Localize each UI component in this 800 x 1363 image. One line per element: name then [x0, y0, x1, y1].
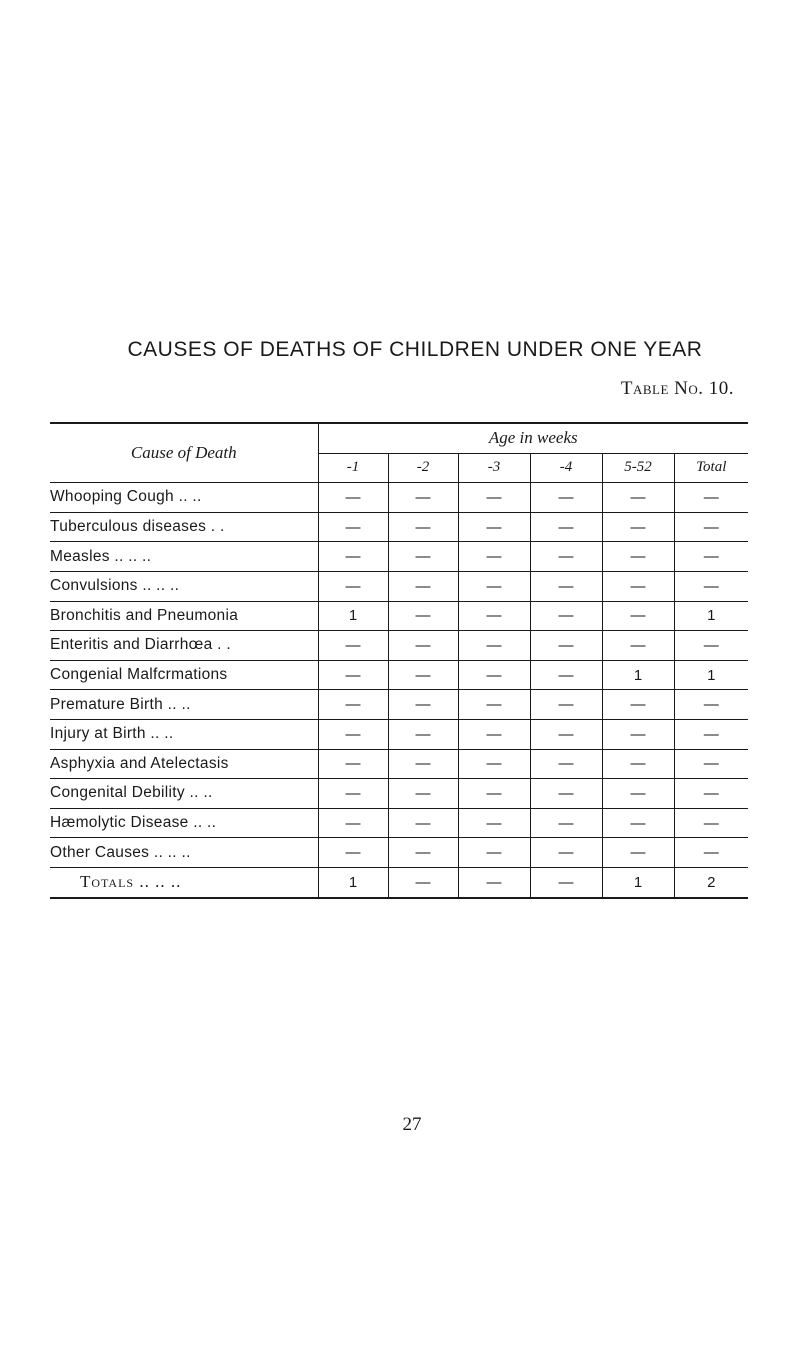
age-value-cell: — — [530, 808, 602, 838]
age-value-cell: — — [318, 690, 388, 720]
column-header-4-weeks: -4 — [530, 453, 602, 483]
age-value-cell: — — [530, 512, 602, 542]
total-value-cell: — — [674, 571, 748, 601]
age-value-cell: 1 — [318, 601, 388, 631]
age-value-cell: — — [602, 690, 674, 720]
age-value-cell: — — [388, 808, 458, 838]
age-value-cell: — — [318, 571, 388, 601]
table-row — [50, 631, 748, 661]
age-value-cell: — — [458, 512, 530, 542]
age-value-cell: — — [602, 601, 674, 631]
age-value-cell: — — [530, 571, 602, 601]
age-value-cell: — — [388, 512, 458, 542]
age-value-cell: — — [318, 808, 388, 838]
age-value-cell: 1 — [602, 660, 674, 690]
age-value-cell: — — [530, 542, 602, 572]
age-value-cell: — — [318, 749, 388, 779]
cause-of-death-cell: Congenial Malfcrmations — [50, 660, 318, 690]
age-value-cell: 1 — [602, 867, 674, 897]
cause-of-death-header: Cause of Death — [50, 423, 318, 483]
cause-of-death-cell: Asphyxia and Atelectasis — [50, 749, 318, 779]
cause-of-death-cell: Measles .. .. .. — [50, 542, 318, 572]
total-value-cell: — — [674, 838, 748, 868]
age-value-cell: — — [388, 571, 458, 601]
table-row — [50, 512, 748, 542]
column-header-5-52-weeks: 5-52 — [602, 453, 674, 483]
cause-of-death-cell: Hæmolytic Disease .. .. — [50, 808, 318, 838]
age-in-weeks-header: Age in weeks — [318, 423, 748, 453]
age-value-cell: — — [388, 838, 458, 868]
age-value-cell: — — [458, 601, 530, 631]
column-header-1-week: -1 — [318, 453, 388, 483]
column-header-2-weeks: -2 — [388, 453, 458, 483]
totals-row — [50, 867, 748, 897]
age-value-cell: — — [602, 571, 674, 601]
cause-of-death-cell: Premature Birth .. .. — [50, 690, 318, 720]
age-value-cell: — — [602, 542, 674, 572]
total-value-cell: — — [674, 749, 748, 779]
age-value-cell: — — [530, 749, 602, 779]
total-value-cell: — — [674, 779, 748, 809]
age-value-cell: — — [458, 838, 530, 868]
age-value-cell: — — [318, 660, 388, 690]
age-value-cell: — — [458, 808, 530, 838]
age-value-cell: — — [458, 749, 530, 779]
cause-of-death-cell: Convulsions .. .. .. — [50, 571, 318, 601]
age-value-cell: — — [388, 719, 458, 749]
table-row — [50, 571, 748, 601]
total-value-cell: — — [674, 542, 748, 572]
total-value-cell: — — [674, 719, 748, 749]
age-value-cell: — — [388, 660, 458, 690]
age-value-cell: — — [530, 660, 602, 690]
total-value-cell: — — [674, 690, 748, 720]
age-value-cell: — — [530, 719, 602, 749]
cause-of-death-cell: Tuberculous diseases . . — [50, 512, 318, 542]
cause-of-death-cell: Bronchitis and Pneumonia — [50, 601, 318, 631]
table-row — [50, 749, 748, 779]
table-row — [50, 483, 748, 513]
age-value-cell: — — [388, 631, 458, 661]
age-value-cell: — — [388, 542, 458, 572]
total-value-cell: — — [674, 631, 748, 661]
table-row — [50, 808, 748, 838]
age-value-cell: — — [318, 512, 388, 542]
total-value-cell: — — [674, 512, 748, 542]
column-header-3-weeks: -3 — [458, 453, 530, 483]
total-value-cell: 1 — [674, 660, 748, 690]
age-value-cell: — — [530, 601, 602, 631]
age-value-cell: — — [530, 867, 602, 897]
causes-of-death-table — [50, 422, 748, 899]
age-value-cell: — — [530, 631, 602, 661]
age-value-cell: — — [388, 779, 458, 809]
table-row — [50, 838, 748, 868]
age-value-cell: — — [602, 512, 674, 542]
cause-of-death-cell: Enteritis and Diarrhœa . . — [50, 631, 318, 661]
total-value-cell: — — [674, 808, 748, 838]
total-value-cell: 2 — [674, 867, 748, 897]
age-value-cell: — — [530, 838, 602, 868]
table-number: Table No. 10. — [620, 378, 734, 399]
cause-of-death-cell: Congenital Debility .. .. — [50, 779, 318, 809]
age-value-cell: 1 — [318, 867, 388, 897]
age-value-cell: — — [602, 779, 674, 809]
page-number: 27 — [402, 1114, 422, 1135]
age-value-cell: — — [318, 631, 388, 661]
cause-of-death-cell: Whooping Cough .. .. — [50, 483, 318, 513]
age-value-cell: — — [458, 571, 530, 601]
age-value-cell: — — [530, 779, 602, 809]
totals-label: Totals .. .. .. — [50, 867, 318, 897]
table-row — [50, 690, 748, 720]
age-value-cell: — — [388, 601, 458, 631]
age-value-cell: — — [458, 631, 530, 661]
age-value-cell: — — [318, 719, 388, 749]
table-body — [50, 483, 748, 898]
age-value-cell: — — [458, 867, 530, 897]
page-title: CAUSES OF DEATHS OF CHILDREN UNDER ONE YEAR — [127, 338, 703, 361]
age-value-cell: — — [458, 660, 530, 690]
cause-of-death-cell: Other Causes .. .. .. — [50, 838, 318, 868]
age-value-cell: — — [388, 690, 458, 720]
age-value-cell: — — [602, 838, 674, 868]
age-value-cell: — — [602, 749, 674, 779]
table-row — [50, 719, 748, 749]
age-value-cell: — — [602, 631, 674, 661]
age-value-cell: — — [530, 690, 602, 720]
age-value-cell: — — [388, 483, 458, 513]
table-row — [50, 779, 748, 809]
age-value-cell: — — [530, 483, 602, 513]
age-value-cell: — — [458, 719, 530, 749]
age-value-cell: — — [318, 838, 388, 868]
age-value-cell: — — [602, 719, 674, 749]
table-row — [50, 601, 748, 631]
total-value-cell: 1 — [674, 601, 748, 631]
age-value-cell: — — [388, 749, 458, 779]
age-value-cell: — — [602, 808, 674, 838]
age-value-cell: — — [388, 867, 458, 897]
age-value-cell: — — [458, 690, 530, 720]
age-value-cell: — — [602, 483, 674, 513]
age-value-cell: — — [458, 483, 530, 513]
total-value-cell: — — [674, 483, 748, 513]
column-header-total: Total — [674, 453, 748, 483]
age-value-cell: — — [318, 483, 388, 513]
table-row — [50, 542, 748, 572]
age-value-cell: — — [458, 779, 530, 809]
age-value-cell: — — [318, 542, 388, 572]
age-value-cell: — — [318, 779, 388, 809]
age-value-cell: — — [458, 542, 530, 572]
cause-of-death-cell: Injury at Birth .. .. — [50, 719, 318, 749]
table-row — [50, 660, 748, 690]
